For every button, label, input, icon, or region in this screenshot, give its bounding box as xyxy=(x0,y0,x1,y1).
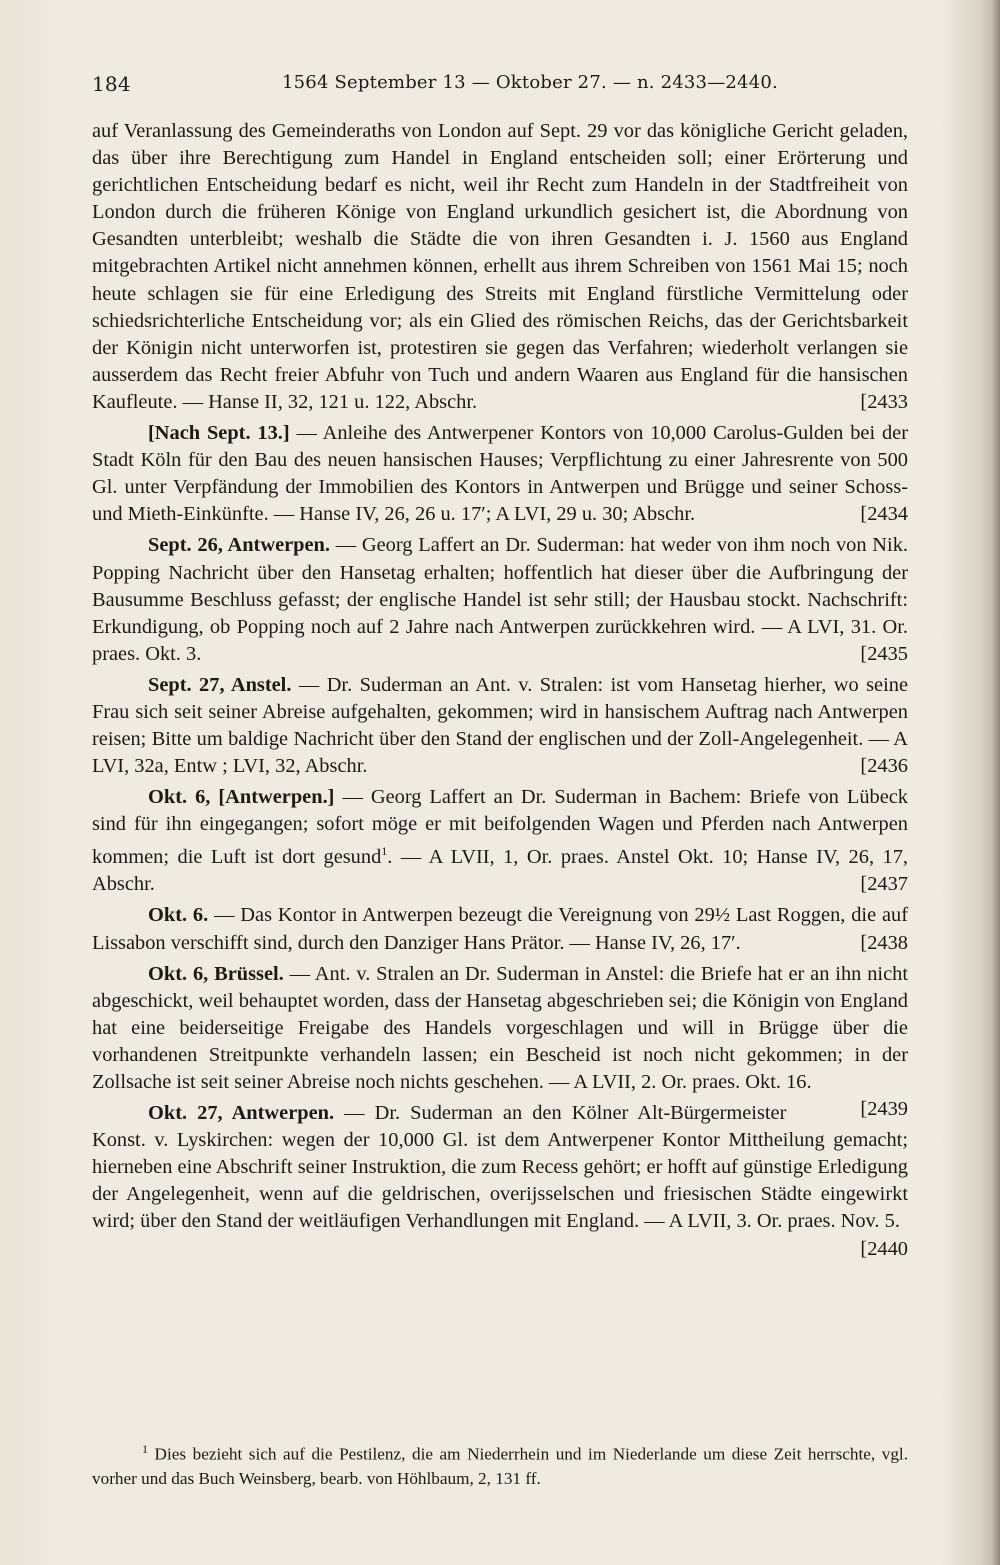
entry-text: auf Veranlassung des Gemeinderaths von London auf Sept. 29 vor das königliche Gericht geladen, das über ihre Berechtigung zum Handel in England entscheiden soll; einer Erörterung und gerichtlichen Entscheidung bedarf es nicht, weil ihr Recht zum Handeln in der Stadtfreiheit von London durch die früheren Könige von England urkundlich gesichert ist, die Abordnung von Gesandten unterbleibt; weshalb die Städte die von ihren Gesandten i. J. 1560 aus England mitgebrachten Artikel nicht annehmen können, erhellt aus ihrem Schreiben von 1561 Mai 15; noch heute schlagen sie für eine Erledigung des Streits mit England fürstliche Vermittelung oder schiedsrichterliche Entscheidung vor; als ein Glied des römischen Reichs, das der Gerichtsbarkeit der Königin nicht unterworfen ist, protestiren sie gegen das Verfahren; wiederholt verlangen sie ausserdem das Recht freier Abfuhr von Tuch und andern Waaren aus England für die hansischen Kaufleute. — Hanse II, 32, 121 u. 122, Abschr. xyxy=(92,120,908,413)
entry-text: — Georg Laffert an Dr. Suderman: hat weder von ihm noch von Nik. Popping Nachricht über den Hansetag erhalten; hoffentlich hat dieser über die Aufbringung der Bausumme Beschluss gefasst; der englische Handel ist sehr still; der Hausbau stockt. Nachschrift: Erkundigung, ob Popping noch auf 2 Jahre nach Antwerpen zurückkehren wird. — A LVI, 31. Or. praes. Okt. 3. xyxy=(92,534,908,665)
entry-head: Okt. 27, Antwerpen. xyxy=(148,1102,335,1125)
entry-2438 xyxy=(92,902,908,956)
entry-head: [Nach Sept. 13.] xyxy=(148,422,290,445)
entry-2433 xyxy=(92,118,908,416)
entry-2434 xyxy=(92,420,908,528)
page-header xyxy=(92,72,908,102)
footnote-text: Dies bezieht sich auf die Pestilenz, die am Niederrhein und im Niederlande um diese Zeit herrschte, vgl. vorher und das Buch Weinsberg, bearb. von Höhlbaum, 2, 131 ff. xyxy=(92,1444,908,1488)
entry-text: — Anleihe des Antwerpener Kontors von 10,000 Carolus-Gulden bei der Stadt Köln für den Bau des neuen hansischen Hauses; Verpflichtung zu einer Jahresrente von 500 Gl. unter Verpfändung der Immobilien des Kontors in Antwerpen und Brügge und seiner Schoss- und Mieth-Einkünfte. — Hanse IV, 26, 26 u. 17′; A LVI, 29 u. 30; Abschr. xyxy=(92,422,908,526)
entry-2435 xyxy=(92,532,908,667)
entry-head: Sept. 26, Antwerpen. xyxy=(148,534,330,557)
regest-entries xyxy=(92,118,908,1263)
entry-number: [2437 xyxy=(860,873,908,896)
footnote-number: 1 xyxy=(142,1442,148,1456)
entry-2437 xyxy=(92,784,908,898)
entry-text: — Das Kontor in Antwerpen bezeugt die Vereignung von 29½ Last Roggen, die auf Lissabon verschifft sind, durch den Danziger Hans Prätor. — Hanse IV, 26, 17′. xyxy=(92,904,909,954)
entry-head: Okt. 6. xyxy=(148,904,209,927)
entry-number: [2439 xyxy=(860,1098,908,1121)
entry-text-after: . — A LVII, 1, Or. praes. Anstel Okt. 10; Hanse IV, 26, 17, Abschr. xyxy=(92,846,909,896)
page-number: 184 xyxy=(92,72,131,96)
entry-number: [2436 xyxy=(860,755,908,778)
entry-head: Sept. 27, Anstel. xyxy=(148,673,292,696)
entry-text: — Dr. Suderman an Ant. v. Stralen: ist vom Hansetag hierher, wo seine Frau sich seit seiner Abreise aufgehalten, gekommen; wird in hansischem Auftrag nach Antwerpen reisen; Bitte um baldige Nachricht über den Stand der englischen und der Zoll-Angelegenheit. — A LVI, 32a, Entw ; LVI, 32, Abschr. xyxy=(92,673,908,778)
running-title: 1564 September 13 — Oktober 27. — n. 2433—2440. xyxy=(282,72,778,93)
entry-number: [2434 xyxy=(860,503,908,526)
entry-2440 xyxy=(92,1100,908,1260)
entry-2436 xyxy=(92,672,908,780)
entry-number: [2438 xyxy=(860,931,908,954)
entry-text: — Georg Laffert an Dr. Suderman in Bachem: Briefe von Lübeck sind für ihn eingegangen; sofort möge er mit beifolgenden Wagen und Pferden nach Antwerpen kommen; die Luft ist dort gesund xyxy=(92,786,909,869)
entry-head: Okt. 6, [Antwerpen.] xyxy=(148,786,335,809)
entry-head: Okt. 6, Brüssel. xyxy=(148,962,284,985)
entry-number: [2435 xyxy=(860,642,908,665)
entry-text: — Ant. v. Stralen an Dr. Suderman in Anstel: die Briefe hat er an ihn nicht abgeschickt, weil behauptet worden, dass der Hansetag abgeschrieben sei; die Königin von England hat eine beiderseitige Freigabe des Handels vorgeschlagen und will in Brügge über die vorhandenen Streitpunkte verhandeln lassen; ein Bescheid ist noch nicht gekommen; in der Zollsache ist seit seiner Abreise noch nichts geschehen. — A LVII, 2. Or. praes. Okt. 16. xyxy=(92,962,908,1093)
page-edge-shadow xyxy=(990,0,1000,1565)
footnote-mark: 1 xyxy=(381,844,388,859)
entry-number: [2440 xyxy=(860,1237,908,1260)
entry-text: — Dr. Suderman an den Kölner Alt-Bürgermeister Konst. v. Lyskirchen: wegen der 10,000 Gl. ist dem Antwerpener Kontor Mittheilung gemacht; hierneben eine Abschrift seiner Instruktion, die zum Recess gehört; er hofft auf günstige Erledigung der Angelegenheit, wenn auf die geldrischen, overijsselschen und friesischen Städte eingewirkt wird; über den Stand der weitläufigen Verhandlungen mit England. — A LVII, 3. Or. praes. Nov. 5. xyxy=(92,1102,908,1233)
entry-number: [2433 xyxy=(860,390,908,413)
footnote xyxy=(92,1437,908,1491)
